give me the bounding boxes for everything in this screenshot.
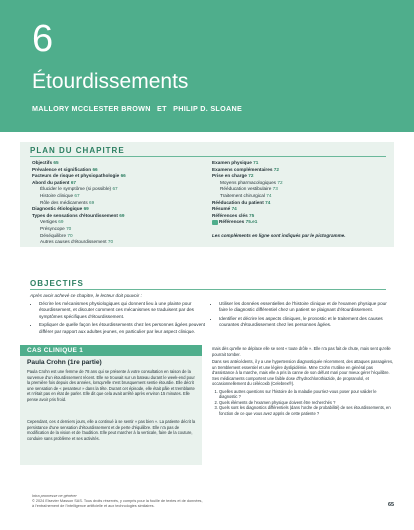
chapter-title: Étourdissements (32, 70, 189, 93)
toc-entry[interactable] (212, 213, 382, 220)
objectifs-intro: Après avoir achevé ce chapitre, le lecteur doit pouvoir : (30, 293, 142, 298)
toc-entry-label: Élucider le symptôme (si possible) (40, 186, 112, 192)
toc-entry-page: 73 (272, 186, 278, 192)
toc-entry-label: Abord du patient (32, 179, 70, 185)
toc-entry[interactable] (212, 173, 382, 180)
footer-line-3: à l'entraînement de l'intelligence artificielle et aux technologies similaires. (32, 504, 155, 508)
case-label: CAS CLINIQUE 1 (27, 347, 84, 354)
case-question: 1. Quelles autres questions sur l'histoire de la maladie pourriez-vous poser pour valider le diagnostic ? (219, 389, 396, 400)
toc-entry-label: Prise en charge (212, 173, 247, 179)
case-paragraph-1: Paula Crohn est une femme de 78 ans qui se présente à votre consultation en raison de la survenue d'un étourdissement récent. Elle se trouvait sur un bateau durant le week-end pour la première fois depuis des années, lorsqu'elle s'est brusquement sentie étourdie. Elle décrit une sensation de « pesanteur » dans la tête. Durant cet épisode, elle était pâle et tremblante et n'était pas en état de parler. Elle dit que cela avait arrêté après environ 15 minutes. Elle pense avoir pris froid. (27, 369, 195, 402)
toc-left-column (32, 160, 202, 246)
toc-entry-label: Prévalence et signification (32, 166, 92, 172)
objectif-item: • Décrire les mécanismes physiologiques qui donnent lieu à une plainte pour étourdissement, et discuter comment ces mécanismes se traduisent par des symptômes spécifiques d'étourdissement. (39, 301, 207, 320)
toc-entry-page: 71 (253, 160, 259, 165)
toc-entry-label: Références (219, 219, 245, 225)
toc-entry-label: Diagnostic étiologique (32, 206, 83, 212)
toc-entry-page: 67 (74, 192, 80, 198)
toc-entry-page: 65 (53, 160, 59, 165)
case-continuation-paragraph-1: mais dès qu'elle se déplace elle se sent « toute drôle ». Elle n'a pas fait de chute, mais sent qu'elle pourrait tomber. (212, 346, 391, 357)
toc-entry-page: 74 (265, 199, 271, 205)
chapter-number: 6 (32, 18, 54, 60)
toc-entry-page: 75 (249, 212, 255, 218)
toc-entry-page: 69 (89, 199, 95, 205)
objectifs-list-left (32, 301, 207, 337)
toc-entry-page: 70 (66, 225, 72, 231)
author-1: MALLORY MCCLESTER BROWN (32, 104, 151, 113)
toc-entry-label: Moyens pharmacologiques (220, 179, 277, 185)
objectif-item: • Expliquer de quelle façon les étourdissements chez les personnes âgées peuvent différer par rapport aux adultes jeunes, en particulier par leur aspect clinique. (39, 322, 207, 335)
toc-entry[interactable] (32, 160, 202, 167)
toc-entry-page: 66 (92, 166, 98, 172)
toc-entry[interactable] (212, 186, 382, 193)
toc-entry[interactable] (32, 239, 202, 246)
toc-entry[interactable] (32, 193, 202, 200)
case-question: 2. Quels éléments de l'examen physique doivent être recherchés ? (219, 400, 396, 406)
online-content-note: Les compléments en ligne sont indiqués par le pictogramme. (212, 233, 346, 238)
objectif-item: • Identifier et décrire les aspects cliniques, le pronostic et le traitement des causes courantes d'étourdissement chez les personnes âgées. (219, 316, 389, 329)
toc-entry[interactable] (212, 219, 382, 226)
toc-entry-label: Facteurs de risque et physiopathologie (32, 173, 120, 179)
toc-entry-label: Objectifs (32, 160, 53, 165)
toc-entry-page: 66 (120, 173, 126, 179)
objectifs-divider (30, 289, 386, 290)
toc-entry-label: Autres causes d'étourdissement (40, 239, 107, 245)
case-questions (212, 389, 396, 417)
toc-entry-label: Vertiges (40, 219, 57, 225)
chapter-authors (32, 104, 242, 113)
objectifs-heading: OBJECTIFS (30, 279, 84, 288)
toc-entry[interactable] (32, 219, 202, 226)
online-content-icon (212, 220, 218, 225)
toc-entry-page: 72 (277, 179, 283, 185)
toc-entry-label: Types de sensations d'étourdissement (32, 212, 118, 218)
toc-entry-page: 72 (248, 173, 254, 179)
toc-entry[interactable] (32, 167, 202, 174)
objectif-item: • Utiliser les données essentielles de l'histoire clinique et de l'examen physique pour faire le diagnostic différentiel chez un patient se plaignant d'étourdissement. (219, 301, 389, 314)
case-continuation (212, 346, 396, 416)
toc-entry-label: Rééducation du patient (212, 199, 264, 205)
toc-entry-page: 70 (67, 232, 73, 238)
plan-heading: PLAN DU CHAPITRE (30, 146, 125, 155)
toc-entry[interactable] (32, 173, 202, 180)
toc-entry[interactable] (212, 206, 382, 213)
toc-entry[interactable] (32, 186, 202, 193)
author-separator: ET (157, 104, 167, 113)
toc-entry-page: 67 (70, 179, 77, 185)
toc-entry-label: Rôle des médicaments (40, 199, 88, 205)
case-paragraph-2: Cependant, ces 4 derniers jours, elle a continué à se sentir « pas bien ». La patiente décrit la persistance d'une sensation d'étourdissement et de perte d'équilibre. Elle n'a pas de modification de la vision et de l'audition. Elle peut marcher à la verticale, faire de la couture, conduire sans problème et ses activités. (27, 419, 196, 441)
copyright-footer (32, 494, 203, 509)
toc-entry[interactable] (32, 233, 202, 240)
toc-entry-page: 70 (107, 239, 114, 245)
toc-entry[interactable] (212, 193, 382, 200)
toc-entry-page: 69 (119, 212, 125, 218)
toc-entry-label: Examens complémentaires (212, 166, 273, 172)
toc-entry-page: 69 (58, 219, 64, 225)
page-number: 65 (388, 502, 395, 508)
toc-entry-label: Traitement chirurgical (220, 192, 265, 198)
toc-right-column (212, 160, 382, 226)
toc-entry-page: 69 (83, 206, 89, 212)
toc-entry-page: 67 (112, 186, 118, 192)
author-2: PHILIP D. SLOANE (173, 104, 243, 113)
toc-entry-page: 74 (231, 206, 237, 212)
case-question: 3. Quels sont les diagnostics différentiels (dans l'ordre de probabilité) de ses étourdissements, en fonction de ce que vous avez appris de cette patiente ? (219, 405, 396, 416)
objectifs-list-right (212, 301, 389, 331)
toc-entry[interactable] (32, 226, 202, 233)
toc-entry-page: 74 (266, 192, 272, 198)
plan-divider (30, 156, 386, 157)
toc-entry[interactable] (212, 167, 382, 174)
case-patient-name: Paula Crohn (1re partie) (27, 359, 102, 366)
footer-line-2: © 2024 Elsevier Masson SAS. Tous droits réservés, y compris pour la fouille de textes et de données, (32, 499, 203, 503)
toc-entry[interactable] (212, 160, 382, 167)
toc-entry-page: 72 (273, 166, 279, 172)
toc-entry-label: Rééducation vestibulaire (220, 186, 272, 192)
toc-entry[interactable] (32, 213, 202, 220)
toc-entry-label: Histoire clinique (40, 192, 74, 198)
footer-line-1: Intra promesse ne générer (32, 494, 77, 498)
toc-entry-label: Examen physique (212, 160, 252, 165)
toc-entry-label: Références clés (212, 212, 248, 218)
toc-entry-label: Déséquilibre (40, 232, 67, 238)
toc-entry[interactable] (212, 200, 382, 207)
toc-entry-label: Présyncope (40, 225, 65, 231)
toc-entry-page: 75.e1 (245, 219, 258, 225)
toc-entry-label: Résumé (212, 206, 231, 212)
toc-entry[interactable] (32, 200, 202, 207)
case-continuation-paragraph-2: Dans ses antécédents, il y a une hypertension diagnostiquée récemment, des attaques passagères, un tremblement essentiel et une légère dyslipidémie. Mme Crohn n'utilise en général pas d'assistance à la marche, mais elle a pris la canne de son défunt mari pour mieux gérer l'équilibre. Ses médicaments comportent une faible dose d'hydrochlorothiazide, de propranolol, et occasionnellement du célécoxib (Celebrex®). (212, 359, 394, 386)
toc-entry[interactable] (32, 206, 202, 213)
toc-entry[interactable] (212, 180, 382, 187)
